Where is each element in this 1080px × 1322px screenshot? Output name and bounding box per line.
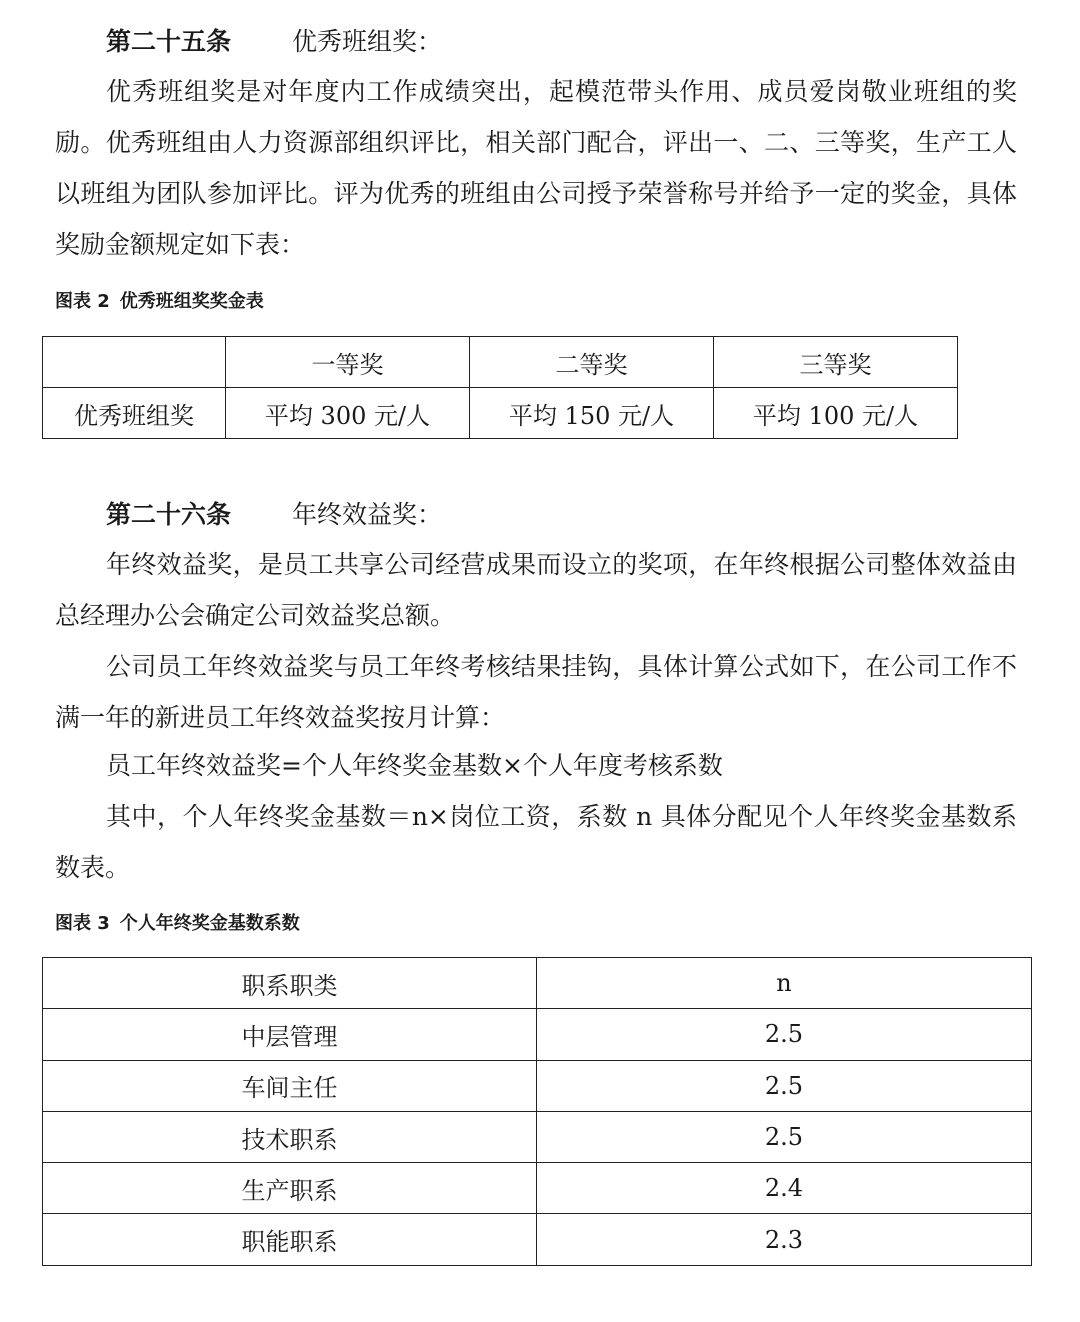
table-cell: 技术职系 [43, 1111, 537, 1162]
table-2-caption-label: 图表 2 [55, 291, 110, 312]
article-26-number: 第二十六条 [106, 500, 232, 529]
article-25-number: 第二十五条 [106, 27, 232, 56]
article-26-paragraph-4: 其中，个人年终奖金基数＝n×岗位工资，系数 n 具体分配见个人年终奖金基数系数表。 [55, 802, 1017, 882]
article-26-paragraph-2: 公司员工年终效益奖与员工年终考核结果挂钩，具体计算公式如下，在公司工作不满一年的新进员工年终效益奖按月计算： [55, 652, 1017, 732]
table-cell: 2.5 [537, 1060, 1032, 1111]
article-25-heading [106, 27, 443, 57]
table-cell: 平均 100 元/人 [714, 388, 958, 439]
coefficient-table [42, 957, 1032, 1266]
table-header-row [43, 958, 1032, 1009]
table-header-cell: 二等奖 [470, 337, 714, 388]
table-row [43, 1009, 1032, 1060]
table-cell: 2.5 [537, 1111, 1032, 1162]
formula-line: 员工年终效益奖=个人年终奖金基数×个人年度考核系数 [106, 751, 723, 780]
table-header-row [43, 337, 958, 388]
table-3-caption-title: 个人年终奖金基数系数 [119, 913, 300, 934]
award-table [42, 336, 958, 439]
table-header-cell: 三等奖 [714, 337, 958, 388]
table-3-caption-label: 图表 3 [55, 913, 110, 934]
table-2-caption-title: 优秀班组奖奖金表 [119, 291, 264, 312]
table-cell: 2.4 [537, 1163, 1032, 1214]
table-header-cell: 职系职类 [43, 958, 537, 1009]
table-cell: 生产职系 [43, 1163, 537, 1214]
article-26-name: 年终效益奖： [292, 500, 443, 529]
table-header-cell [43, 337, 226, 388]
table-header-cell: 一等奖 [226, 337, 470, 388]
article-26-heading [106, 500, 443, 530]
table-cell: 优秀班组奖 [43, 388, 226, 439]
table-row [43, 1214, 1032, 1265]
table-row [43, 1111, 1032, 1162]
table-header-cell: n [537, 958, 1032, 1009]
table-row [43, 388, 958, 439]
table-cell: 中层管理 [43, 1009, 537, 1060]
table-cell: 2.3 [537, 1214, 1032, 1265]
article-25-paragraph: 优秀班组奖是对年度内工作成绩突出，起模范带头作用、成员爱岗敬业班组的奖励。优秀班组由人力资源部组织评比，相关部门配合，评出一、二、三等奖，生产工人以班组为团队参加评比。评为优秀的班组由公司授予荣誉称号并给予一定的奖金，具体奖励金额规定如下表： [55, 77, 1017, 259]
table-cell: 车间主任 [43, 1060, 537, 1111]
table-cell: 2.5 [537, 1009, 1032, 1060]
article-26-paragraph-1: 年终效益奖，是员工共享公司经营成果而设立的奖项，在年终根据公司整体效益由总经理办公会确定公司效益奖总额。 [55, 550, 1017, 630]
table-row [43, 1060, 1032, 1111]
table-3-caption [55, 913, 300, 935]
article-25-name: 优秀班组奖： [292, 27, 443, 56]
table-cell: 平均 300 元/人 [226, 388, 470, 439]
table-cell: 职能职系 [43, 1214, 537, 1265]
table-2-caption [55, 291, 264, 313]
table-row [43, 1163, 1032, 1214]
table-cell: 平均 150 元/人 [470, 388, 714, 439]
